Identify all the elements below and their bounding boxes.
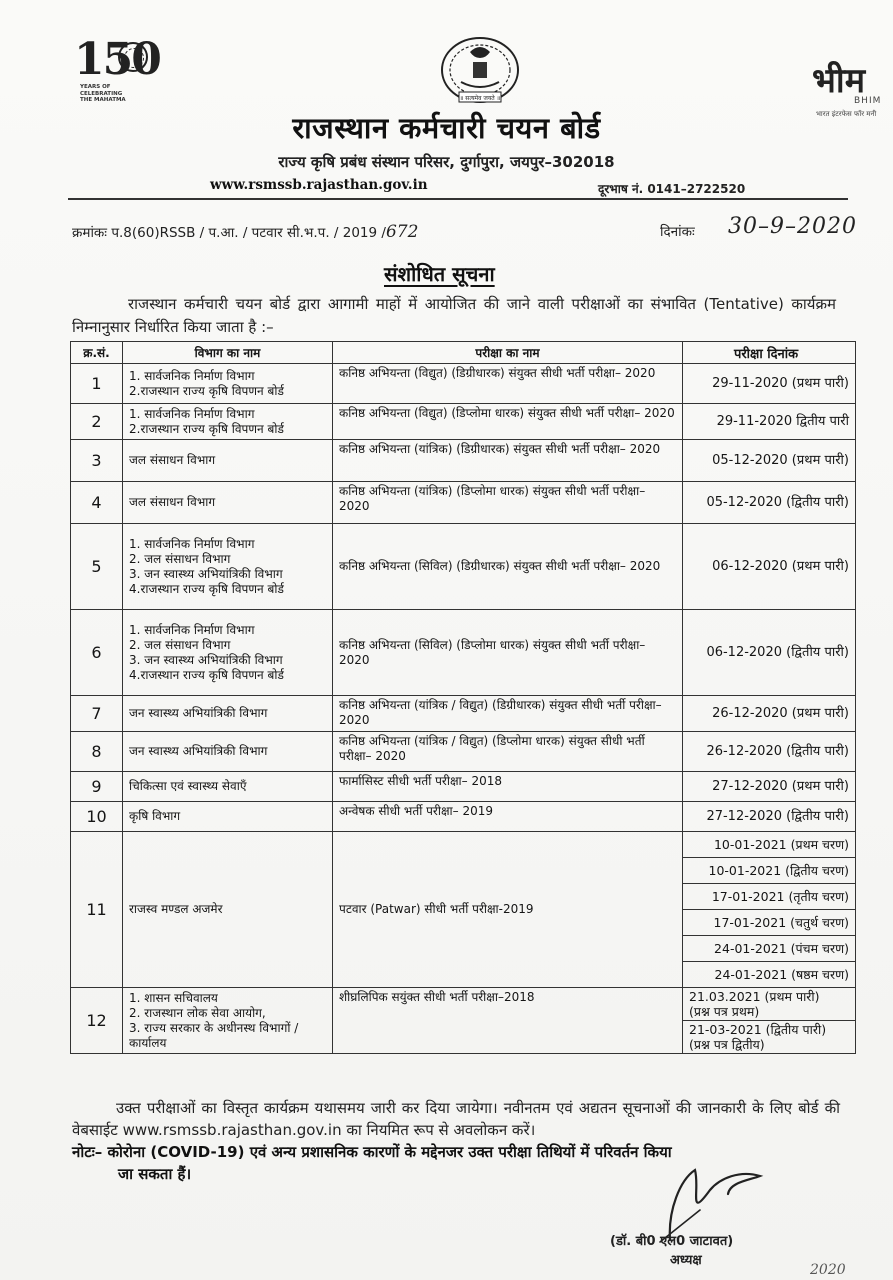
- serial-cell: 1: [71, 364, 123, 404]
- department-line: 1. सार्वजनिक निर्माण विभाग: [129, 536, 255, 551]
- table-row: [71, 988, 856, 1021]
- serial-cell: 7: [71, 696, 123, 732]
- department-line: 3. राज्य सरकार के अधीनस्थ विभागों / कार्यालय: [129, 1020, 299, 1050]
- serial-cell: 6: [71, 610, 123, 696]
- exam-cell: कनिष्ठ अभियन्ता (विद्युत) (डिग्रीधारक) संयुक्त सीधी भर्ती परीक्षा– 2020: [333, 364, 683, 404]
- exam-cell: फार्मासिस्ट सीधी भर्ती परीक्षा– 2018: [333, 772, 683, 802]
- note-line-1: नोटः– कोरोना (COVID-19) एवं अन्य प्रशासनिक कारणों के मद्देनजर उक्त परीक्षा तिथियों में परिवर्तन किया: [72, 1143, 672, 1161]
- exam-cell: कनिष्ठ अभियन्ता (यांत्रिक / विद्युत) (डिग्रीधारक) संयुक्त सीधी भर्ती परीक्षा– 2020: [333, 696, 683, 732]
- exam-date-cell: 29-11-2020 द्वितीय पारी: [683, 404, 856, 440]
- department-line: 2. जल संसाधन विभाग: [129, 637, 231, 652]
- exam-date-cell: 24-01-2021 (षष्ठम चरण): [683, 962, 856, 988]
- department-cell: [123, 610, 333, 696]
- exam-date-cell: 06-12-2020 (द्वितीय पारी): [683, 610, 856, 696]
- bhim-english: BHIM: [854, 96, 882, 106]
- exam-cell: कनिष्ठ अभियन्ता (सिविल) (डिप्लोमा धारक) संयुक्त सीधी भर्ती परीक्षा– 2020: [333, 610, 683, 696]
- exam-cell: कनिष्ठ अभियन्ता (यांत्रिक) (डिप्लोमा धारक) संयुक्त सीधी भर्ती परीक्षा– 2020: [333, 482, 683, 524]
- website-link[interactable]: www.rsmssb.rajasthan.gov.in: [210, 177, 428, 193]
- signatory-name: (डॉ. बी0 एल0 जाटावत): [610, 1234, 734, 1249]
- department-line: 2. राजस्थान लोक सेवा आयोग,: [129, 1005, 266, 1020]
- board-name: राजस्थान कर्मचारी चयन बोर्ड: [292, 111, 601, 145]
- serial-cell: 11: [71, 832, 123, 988]
- reference-label: क्रमांकः प.8(60)RSSB / प.आ. / पटवार सी.भ.प. / 2019 /: [72, 225, 386, 241]
- charkha-icon: [118, 42, 148, 72]
- intro-paragraph: राजस्थान कर्मचारी चयन बोर्ड द्वारा आगामी माहों में आयोजित की जाने वाली परीक्षाओं का संभावित (Tentative) कार्यक्रम निम्नानुसार निर्धारित किया जाता है :–: [72, 295, 836, 336]
- exam-date-cell: 27-12-2020 (प्रथम पारी): [683, 772, 856, 802]
- paper-label: (प्रश्न पत्र प्रथम): [689, 1004, 760, 1019]
- department-line: 1. सार्वजनिक निर्माण विभाग: [129, 368, 255, 383]
- logo-150-number: 150: [74, 34, 160, 85]
- department-line: चिकित्सा एवं स्वास्थ्य सेवाएँ: [129, 779, 247, 793]
- paper-label: (प्रश्न पत्र द्वितीय): [689, 1037, 765, 1052]
- header-exam: परीक्षा का नाम: [333, 342, 683, 364]
- exam-date-cell: 05-12-2020 (द्वितीय पारी): [683, 482, 856, 524]
- header-department: विभाग का नाम: [123, 342, 333, 364]
- table-row: [71, 696, 856, 732]
- phone-number: दूरभाष नं. 0141–2722520: [598, 182, 746, 196]
- header-serial: क्र.सं.: [71, 342, 123, 364]
- date-label: दिनांकः: [660, 224, 695, 240]
- exam-date-cell: 05-12-2020 (प्रथम पारी): [683, 440, 856, 482]
- table-row: [71, 802, 856, 832]
- department-cell: [123, 696, 333, 732]
- board-emblem-icon: [437, 32, 523, 110]
- department-line: 2. जल संसाधन विभाग: [129, 551, 231, 566]
- exam-date-cell: 29-11-2020 (प्रथम पारी): [683, 364, 856, 404]
- department-cell: [123, 404, 333, 440]
- department-line: 1. सार्वजनिक निर्माण विभाग: [129, 622, 255, 637]
- department-cell: [123, 772, 333, 802]
- exam-date-cell: 24-01-2021 (पंचम चरण): [683, 936, 856, 962]
- table-row: [71, 832, 856, 858]
- serial-cell: 12: [71, 988, 123, 1054]
- department-cell: [123, 364, 333, 404]
- exam-cell: शीघ्रलिपिक सयुंक्त सीधी भर्ती परीक्षा–2018: [333, 988, 683, 1054]
- serial-cell: 4: [71, 482, 123, 524]
- exam-schedule-table: [70, 341, 856, 1054]
- serial-cell: 8: [71, 732, 123, 772]
- department-line: जन स्वास्थ्य अभियांत्रिकी विभाग: [129, 744, 268, 758]
- table-row: [71, 364, 856, 404]
- bhim-tagline: भारत इंटरफेस फॉर मनी: [816, 110, 877, 118]
- logo-150-caption: YEARS OF CELEBRATING THE MAHATMA: [80, 84, 126, 103]
- serial-cell: 5: [71, 524, 123, 610]
- department-cell: [123, 988, 333, 1054]
- exam-date-cell: 10-01-2021 (प्रथम चरण): [683, 832, 856, 858]
- department-cell: राजस्व मण्डल अजमेर: [123, 832, 333, 988]
- edge-mark: 2020: [810, 1262, 846, 1278]
- exam-date-cell: 06-12-2020 (प्रथम पारी): [683, 524, 856, 610]
- table-row: [71, 732, 856, 772]
- emblem-motto: ॥ सत्यमेव जयते ॥: [459, 95, 501, 102]
- department-line: जन स्वास्थ्य अभियांत्रिकी विभाग: [129, 706, 268, 720]
- reference-number: [72, 222, 418, 242]
- exam-cell: कनिष्ठ अभियन्ता (यांत्रिक) (डिग्रीधारक) संयुक्त सीधी भर्ती परीक्षा– 2020: [333, 440, 683, 482]
- header-date: परीक्षा दिनांक: [683, 342, 856, 364]
- gandhi-150-logo: [60, 34, 160, 114]
- department-line: 2.राजस्थान राज्य कृषि विपणन बोर्ड: [129, 421, 284, 436]
- exam-date-cell: 10-01-2021 (द्वितीय चरण): [683, 858, 856, 884]
- department-line: 1. शासन सचिवालय: [129, 990, 218, 1005]
- exam-date-cell: 26-12-2020 (द्वितीय पारी): [683, 732, 856, 772]
- reference-handwritten-no: 672: [385, 222, 419, 242]
- department-line: 1. सार्वजनिक निर्माण विभाग: [129, 406, 255, 421]
- exam-date-cell: 17-01-2021 (चतुर्थ चरण): [683, 910, 856, 936]
- exam-date-line: 21.03.2021 (प्रथम पारी): [689, 989, 820, 1004]
- date-value: 30–9–2020: [728, 214, 857, 239]
- exam-date-cell: 17-01-2021 (तृतीय चरण): [683, 884, 856, 910]
- header-divider: [68, 198, 848, 200]
- serial-cell: 9: [71, 772, 123, 802]
- table-row: [71, 440, 856, 482]
- department-line: 2.राजस्थान राज्य कृषि विपणन बोर्ड: [129, 383, 284, 398]
- notice-title: संशोधित सूचना: [384, 262, 495, 286]
- department-line: 3. जन स्वास्थ्य अभियांत्रिकी विभाग: [129, 566, 283, 581]
- table-row: [71, 772, 856, 802]
- department-line: जल संसाधन विभाग: [129, 453, 216, 467]
- exam-cell: कनिष्ठ अभियन्ता (सिविल) (डिग्रीधारक) संयुक्त सीधी भर्ती परीक्षा– 2020: [333, 524, 683, 610]
- department-line: कृषि विभाग: [129, 809, 181, 823]
- exam-date-cell: [683, 988, 856, 1021]
- department-cell: [123, 802, 333, 832]
- exam-cell: अन्वेषक सीधी भर्ती परीक्षा– 2019: [333, 802, 683, 832]
- department-cell: [123, 524, 333, 610]
- table-row: [71, 610, 856, 696]
- department-line: 4.राजस्थान राज्य कृषि विपणन बोर्ड: [129, 581, 284, 596]
- exam-cell: कनिष्ठ अभियन्ता (विद्युत) (डिप्लोमा धारक) संयुक्त सीधी भर्ती परीक्षा– 2020: [333, 404, 683, 440]
- table-header-row: [71, 342, 856, 364]
- exam-date-cell: 26-12-2020 (प्रथम पारी): [683, 696, 856, 732]
- exam-date-cell: 27-12-2020 (द्वितीय पारी): [683, 802, 856, 832]
- department-cell: [123, 440, 333, 482]
- table-row: [71, 404, 856, 440]
- closing-paragraph: उक्त परीक्षाओं का विस्तृत कार्यक्रम यथासमय जारी कर दिया जायेगा। नवीनतम एवं अद्यतन सूचनाओं की जानकारी के लिए बोर्ड की वेबसाईट www.rsmssb.rajasthan.gov.in का नियमित रूप से अवलोकन करें।: [72, 1099, 840, 1139]
- exam-cell: कनिष्ठ अभियन्ता (यांत्रिक / विद्युत) (डिप्लोमा धारक) संयुक्त सीधी भर्ती परीक्षा– 2020: [333, 732, 683, 772]
- department-line: 3. जन स्वास्थ्य अभियांत्रिकी विभाग: [129, 652, 283, 667]
- table-row: [71, 482, 856, 524]
- table-row: [71, 524, 856, 610]
- exam-date-cell: [683, 1021, 856, 1054]
- board-address: राज्य कृषि प्रबंध संस्थान परिसर, दुर्गापुरा, जयपुर–302018: [278, 153, 615, 171]
- department-cell: [123, 732, 333, 772]
- note-line-2: जा सकता हैं।: [118, 1165, 192, 1183]
- exam-cell: पटवार (Patwar) सीधी भर्ती परीक्षा-2019: [333, 832, 683, 988]
- serial-cell: 3: [71, 440, 123, 482]
- serial-cell: 2: [71, 404, 123, 440]
- bhim-word: भीम: [812, 61, 866, 101]
- department-cell: [123, 482, 333, 524]
- exam-date-line: 21-03-2021 (द्वितीय पारी): [689, 1022, 827, 1037]
- department-line: 4.राजस्थान राज्य कृषि विपणन बोर्ड: [129, 667, 284, 682]
- serial-cell: 10: [71, 802, 123, 832]
- signatory-designation: अध्यक्ष: [670, 1253, 702, 1268]
- department-line: जल संसाधन विभाग: [129, 495, 216, 509]
